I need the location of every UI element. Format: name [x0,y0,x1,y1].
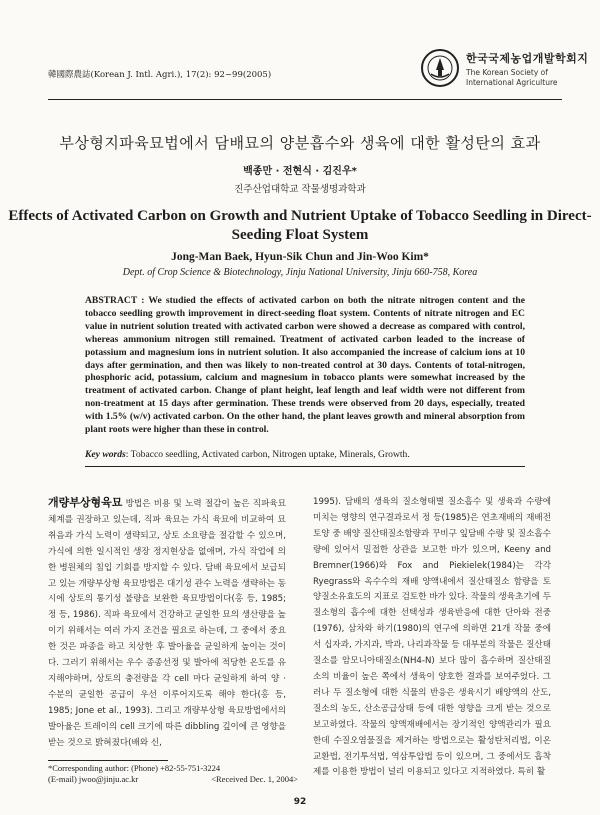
affiliation-ko: 진주산업대학교 작물생명과학과 [234,184,366,195]
title-en: Effects of Activated Carbon on Growth and Nutrient Uptake of Tobacco Seedling in Direct-Seeding Float System [8,208,592,243]
keywords-text: : Tobacco seedling, Activated carbon, Nitrogen uptake, Minerals, Growth. [125,449,410,460]
society-logo [420,48,589,94]
footnote-rule [48,760,168,761]
authors-en: Jong-Man Baek, Hyun-Sik Chun and Jin-Woo Kim* [171,251,429,263]
body-lead-term: 개량부상형육묘 [48,496,123,509]
journal-citation: 韓國際農誌(Korean J. Intl. Agri.), 17(2): 92~99(2005) [48,70,272,80]
abstract: ABSTRACT : We studied the effects of activated carbon on both the nitrate nitrogen content and the tobacco seedling growth improvement in direct-seeding float system. Contents of nitrate nitrogen and EC value in nutrient solution treated with activated carbon were showed a decrease as compared with control, whereas ammonium nitrogen still remained. Treatment of activated carbon leaded to the increase of potassium and magnesium ions in nutrient solution. It also accompanied the increase of calcium ions at 10 days after germination, and then was likely to non-treated control at 30 days. Contents of total-nitrogen, phosphoric acid, potassium, calcium and magnesium in tobacco plants were somewhat increased by the treatment of activated carbon. Change of plant height, leaf length and leaf width were not different from non-treatment at 15 days after germination. These trends were observed from 20 days, especially, treated with 1.5% (w/v) activated carbon. On the other hand, the plant leaves growth and mineral absorption from plant roots were higher than these in control. [85,295,525,436]
title-ko: 부상형지파육묘법에서 담배묘의 양분흡수와 생육에 대한 활성탄의 효과 [59,134,541,152]
body-column-left [48,495,286,752]
footnote-received: <Received Dec. 1, 2004> [211,774,298,784]
society-name-ko: 한국국제농업개발학회지 [466,52,589,65]
footnote-email: (E-mail) jwoo@jinju.ac.kr [48,774,139,784]
keywords [85,449,525,460]
body-column-right: 1995). 담배의 생육의 질소형태별 질소흡수 및 생육과 수량에 미치는 영향의 연구결과로서 정 등(1985)은 연초재배의 재배전 토양 중 배양 질산태질소함량과 꾸비구 잎담배 수량 및 질소흡수량에 있어서 밀접한 상관을 보고한 바가 있으며, Keeny and Bremner(1966)와 Fox and Piekielek(1984)는 각각 Ryegrass와 옥수수의 재배 양액내에서 질산태질소 함량을 토양질소유효도의 지표로 검토한 바가 있다. 작물의 생육초기에 두 질소형의 흡수에 대한 선택성과 생육반응에 대한 단아와 전중(1976), 삼차와 하기(1980)의 연구에 의하면 21개 작물 중에서 십자과, 가지과, 박과, 나리과작물 등 대부분의 작물은 질산태질소를 암모니아태질소(NH4-N) 보다 많이 흡수하며 질산태질소의 비율이 높은 쪽에서 생육이 양호한 결과를 보여주었다. 그러나 두 질소형에 대한 식물의 반응은 생육시기 배양액의 산도, 질소의 농도, 산소공급상태 등에 대한 영향을 크게 받는 것으로 보고하였다. 작물의 양액재배에서는 장기적인 양액관리가 필요한데 수질오염물질을 제거하는 방법으로는 활성탄처리법, 이온교환법, 전기투석법, 역삼투압법 등이 있으며, 그 중에서도 흡착제를 이용한 방법이 널리 이용되고 있다고 지적하였다. 특히 활 [313,497,551,778]
keywords-label: Key words [85,449,126,460]
abstract-rule [85,466,525,467]
authors-ko: 백종만 · 전현식 · 김진우* [243,166,357,177]
page-number: 92 [293,797,307,807]
footnote [48,763,298,785]
body-left-text: 방법은 비용 및 노력 절감이 높은 직파육묘체계를 권장하고 있는데, 직파 육묘는 가식 육묘에 비교하여 묘 취음과 가식 노력이 생략되고, 상토 소요량을 절감할 수 있으며, 가식에 의한 일시적인 생장 정지현상을 없애며, 가식 작업에 의한 병원체의 침입 기회를 방지할 수 있다. 담배 육묘에서 보급되고 있는 개량부상형 육묘방법은 대기성 관수 노력을 생략하는 동시에 상토의 통기성 불량을 보완한 육묘방법이다(홍 등, 1985; 정 등, 1986). 직파 육묘에서 건강하고 균일한 묘의 생산량을 높이기 위해서는 여러 가지 조건을 필요로 하는데, 그 중에서 중요한 것은 파종을 하고 치상한 후 발아율을 균일하게 높이는 것이다. 그러기 위해서는 우수 종종선정 및 발아에 적당한 온도를 유지해야하며, 상토의 충전량을 각 cell 마다 균일하게 하여 양 · 수분의 균일한 공급이 우선 이루어지도록 해야 한다(홍 등, 1985; Jone et al., 1993). 그리고 개량부상형 육묘방법에서의 발아율은 트레이의 cell 크기에 따른 dibbling 깊이에 큰 영향을 받는 것으로 밝혀졌다(배와 신, [48,499,286,748]
footnote-corresponding: *Corresponding author: (Phone) +82-55-751-3224 [48,763,221,773]
header-rule [48,99,562,100]
affiliation-en: Dept. of Crop Science & Biotechnology, Jinju National University, Jinju 660-758, Korea [122,267,478,278]
society-seal-icon [420,48,460,88]
society-name-en: The Korean Society of International Agriculture [466,68,558,87]
